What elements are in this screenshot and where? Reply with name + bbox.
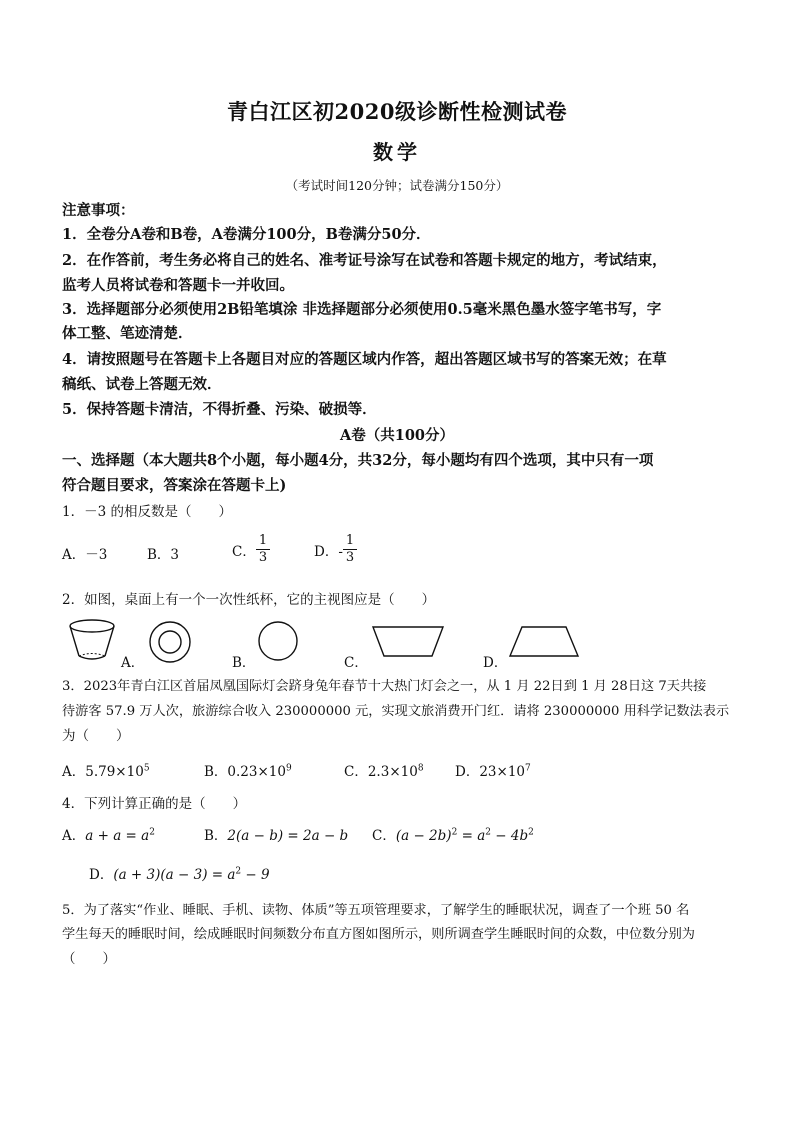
q3-stem-line3: 为（ ） [62,728,130,744]
q2-option-d-label: D． [483,655,508,671]
q4-d-exponent: 2 [235,866,242,877]
q3-stem-line1: 3．2023年青白江区首届凤凰国际灯会跻身兔年春节十大热门灯会之一，从 1 月 22日到 1 月 28日这 7天共接 [62,679,707,694]
q5-stem-line2: 学生每天的睡眠时间，绘成睡眠时间频数分布直方图如图所示，则所调查学生睡眠时间的众数，中位数分别为 [62,927,695,942]
q1-d-fraction [343,533,357,566]
note-line: 5．保持答题卡清洁，不得折叠、污染、破损等． [62,401,377,418]
q1-option-d [314,533,357,566]
q2-option-a-figure [146,619,194,665]
q1-c-denominator: 3 [258,550,268,565]
notes-heading: 注意事项： [62,202,135,219]
q3-option-d [455,760,531,780]
q5-stem-line3: （ ） [62,951,116,967]
q2-option-c-figure [370,624,446,660]
note-line: 稿纸、试卷上答题无效． [62,376,222,393]
q4-option-a [62,824,155,844]
q3-option-a [62,760,150,780]
q3-stem-line2: 待游客 57.9 万人次，旅游综合收入 230000000 元，实现文旅消费开门红．请将 230000000 用科学记数法表示 [62,704,730,719]
q4-c-label: C． [372,828,396,844]
q3-option-c [344,760,424,780]
q3-option-b [204,760,292,780]
part1-instructions-cont: 符合题目要求，答案涂在答题卡上) [62,477,287,494]
q1-option-c [232,533,270,566]
q2-option-a-label: A． [121,655,145,671]
q3-a-exponent: 5 [143,763,150,774]
note-line: 体工整、笔迹清楚． [62,325,193,342]
q3-d-label: D． [455,764,480,780]
note-line: 1．全卷分A卷和B卷，A卷满分100分，B卷满分50分． [62,226,431,243]
q3-d-exponent: 7 [525,763,531,774]
exam-title: 青白江区初2020级诊断性检测试卷 [227,99,567,124]
note-line: 监考人员将试卷和答题卡一并收回。 [62,277,294,294]
q3-a-label: A． [62,764,86,780]
q4-option-c [372,824,534,844]
q4-c-expr-left: (a − 2b) [395,828,452,844]
q4-d-expr-left: (a + 3)(a − 3) = a [113,867,236,883]
q2-option-b-figure [256,619,300,663]
q4-d-label: D． [89,867,114,883]
q4-d-expr-right: − 9 [241,867,270,883]
part1-instructions: 一、选择题（本大题共8个小题，每小题4分，共32分，每小题均有四个选项，其中只有一项 [62,452,654,469]
q4-c-exponent-1: 2 [451,827,458,838]
note-line: 4．请按照题号在答题卡上各题目对应的答题区域内作答，超出答题区域书写的答案无效；在草 [62,351,667,368]
q4-c-expr-right: − 4b [490,828,529,844]
note-line: 2．在作答前，考生务必将自己的姓名、准考证号涂写在试卷和答题卡规定的地方，考试结束， [62,252,667,269]
q3-d-base: 23×10 [479,764,525,780]
q4-stem: 4．下列计算正确的是（ ） [62,796,247,812]
note-line: 3．选择题部分必须使用2B铅笔填涂 非选择题部分必须使用0.5毫米黑色墨水签字笔书写，字 [62,301,662,318]
q3-c-exponent: 8 [417,763,424,774]
q3-b-label: B． [204,764,228,780]
q3-b-base: 0.23×10 [227,764,286,780]
q2-stem: 2．如图，桌面上有一个一次性纸杯，它的主视图应是（ ） [62,592,436,608]
q4-c-exponent-2: 2 [485,827,491,838]
q1-d-numerator: 1 [343,533,357,550]
q1-option-b: B．3 [147,547,180,563]
q2-option-c-label: C． [344,655,368,671]
time-note: （考试时间120分钟；试卷满分150分） [285,178,509,193]
q4-c-expr-mid: = a [457,828,486,844]
q1-option-a: A．－3 [62,547,108,563]
q3-c-base: 2.3×10 [367,764,418,780]
q3-b-exponent: 9 [285,763,292,774]
q1-d-label: D．- [314,543,343,560]
q4-c-exponent-3: 2 [528,827,534,838]
q4-b-expr: 2(a − b) = 2a − b [227,828,349,844]
q1-stem: 1．－3 的相反数是（ ） [62,504,232,520]
section-a-heading: A卷（共100分） [339,427,455,444]
q4-option-d [89,863,270,883]
q1-d-denominator: 3 [345,550,355,565]
q1-c-fraction [256,533,270,566]
q4-option-b [204,824,348,844]
q2-option-d-figure [506,624,582,660]
q1-c-label: C． [232,543,256,560]
subject-title: 数学 [373,140,421,164]
q1-c-numerator: 1 [256,533,270,550]
q3-a-base: 5.79×10 [85,764,144,780]
paper-cup-figure [66,618,118,664]
q2-option-b-label: B． [232,655,256,671]
q4-b-label: B． [204,828,228,844]
q4-a-exponent: 2 [149,827,155,838]
q4-a-label: A． [62,828,86,844]
q3-c-label: C． [344,764,368,780]
q5-stem-line1: 5．为了落实“作业、睡眠、手机、读物、体质”等五项管理要求，了解学生的睡眠状况，调查了一个班 50 名 [62,903,690,918]
q4-a-expr: a + a = a [85,828,150,844]
